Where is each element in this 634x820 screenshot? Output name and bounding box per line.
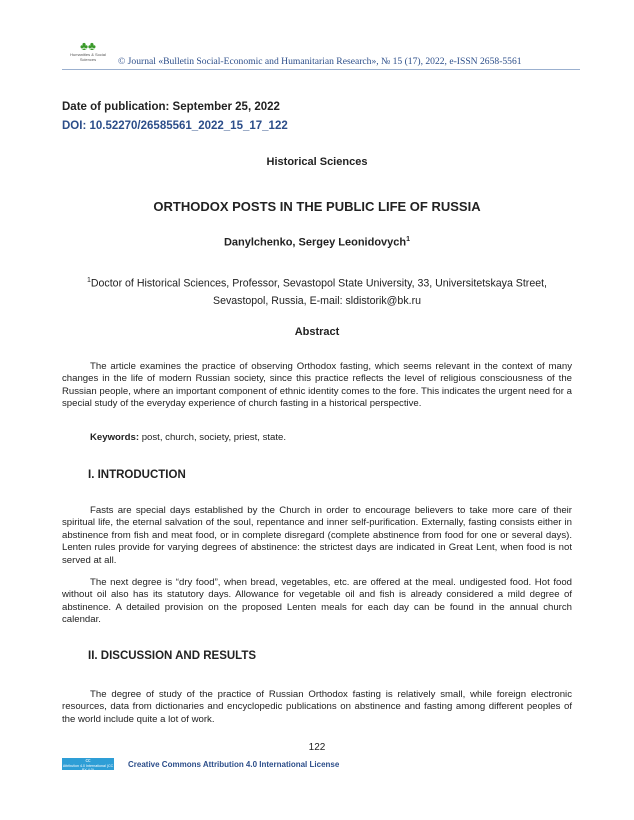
author-name: Danylchenko, Sergey Leonidovych: [223, 236, 407, 249]
keywords-list: post, church, society, priest, state.: [139, 432, 287, 443]
cc-license-badge[interactable]: [62, 758, 114, 770]
keywords: [90, 432, 286, 443]
page-number: 122: [308, 742, 326, 753]
section-label: Historical Sciences: [266, 156, 368, 168]
introduction-heading: I. INTRODUCTION: [88, 469, 186, 481]
introduction-paragraph-2: The next degree is “dry food”, when bread, vegetables, etc. are offered at the meal. undigested food. Hot food without oil also has its statutory days. Allowance for vegetable oil and fish is already considered a mild degree of abstinence. A detailed provision on the proposed Lenten meals for each day can be found in the annual church calendar.: [62, 577, 572, 626]
introduction-paragraph-1: Fasts are special days established by the Church in order to encourage believers to take more care of their spiritual life, the eternal salvation of the soul, repentance and inner self-purification. Externally, fasting consists either in abstinence from fish and meat food, or in complete disregard (complete abstinence from food for one or several days). Lenten rules provide for varying degrees of abstinence: the strictest days are indicated in Great Lent, when food is not served at all.: [62, 505, 572, 566]
doi-link[interactable]: DOI: 10.52270/26585561_2022_15_17_122: [62, 120, 288, 132]
people-icon: ♣♣: [80, 39, 96, 53]
author-marker: 1: [406, 236, 411, 243]
discussion-heading: II. DISCUSSION AND RESULTS: [88, 650, 257, 662]
cc-icon: cc: [85, 758, 91, 764]
abstract-heading: Abstract: [294, 326, 340, 338]
discussion-paragraph-1: The degree of study of the practice of Russian Orthodox fasting is relatively small, while foreign electronic resources, data from dictionaries and encyclopedic publications on abstinence and fasting among different peoples of the world include quite a lot of work.: [62, 689, 572, 725]
logo-text-line-1: Humanities & Social: [70, 52, 106, 57]
abstract-text: The article examines the practice of observing Orthodox fasting, which seems relevant in the context of many changes in the life of modern Russian society, since this practice reflects the level of religious consciousness of the Russian people, where an important component of ethnic identity comes to the fore. This indicates the urgent need for a special study of the everyday experience of church fasting in a historical perspective.: [62, 361, 572, 410]
logo-text-line-2: Sciences: [79, 57, 97, 62]
article-title: ORTHODOX POSTS IN THE PUBLIC LIFE OF RUSSIA: [153, 199, 481, 214]
journal-header: © Journal «Bulletin Social-Economic and Humanitarian Research», № 15 (17), 2022, e-ISSN 2658-5561: [118, 56, 522, 67]
journal-logo: [66, 40, 110, 62]
keywords-label: Keywords:: [90, 432, 140, 443]
header-divider: [62, 69, 580, 70]
publication-date: Date of publication: September 25, 2022: [62, 101, 280, 113]
license-text[interactable]: Creative Commons Attribution 4.0 International License: [128, 760, 340, 769]
affiliation-marker: 1: [86, 277, 91, 284]
author-line: [62, 236, 572, 249]
cc-badge-text: Attribution 4.0 International (CC BY 4.0): [62, 764, 114, 772]
affiliation-text: Doctor of Historical Sciences, Professor, Sevastopol State University, 33, Universitetskaya Street, Sevastopol, Russia, E-mail: sldistorik@bk.ru: [90, 277, 548, 307]
affiliation: [62, 272, 572, 310]
